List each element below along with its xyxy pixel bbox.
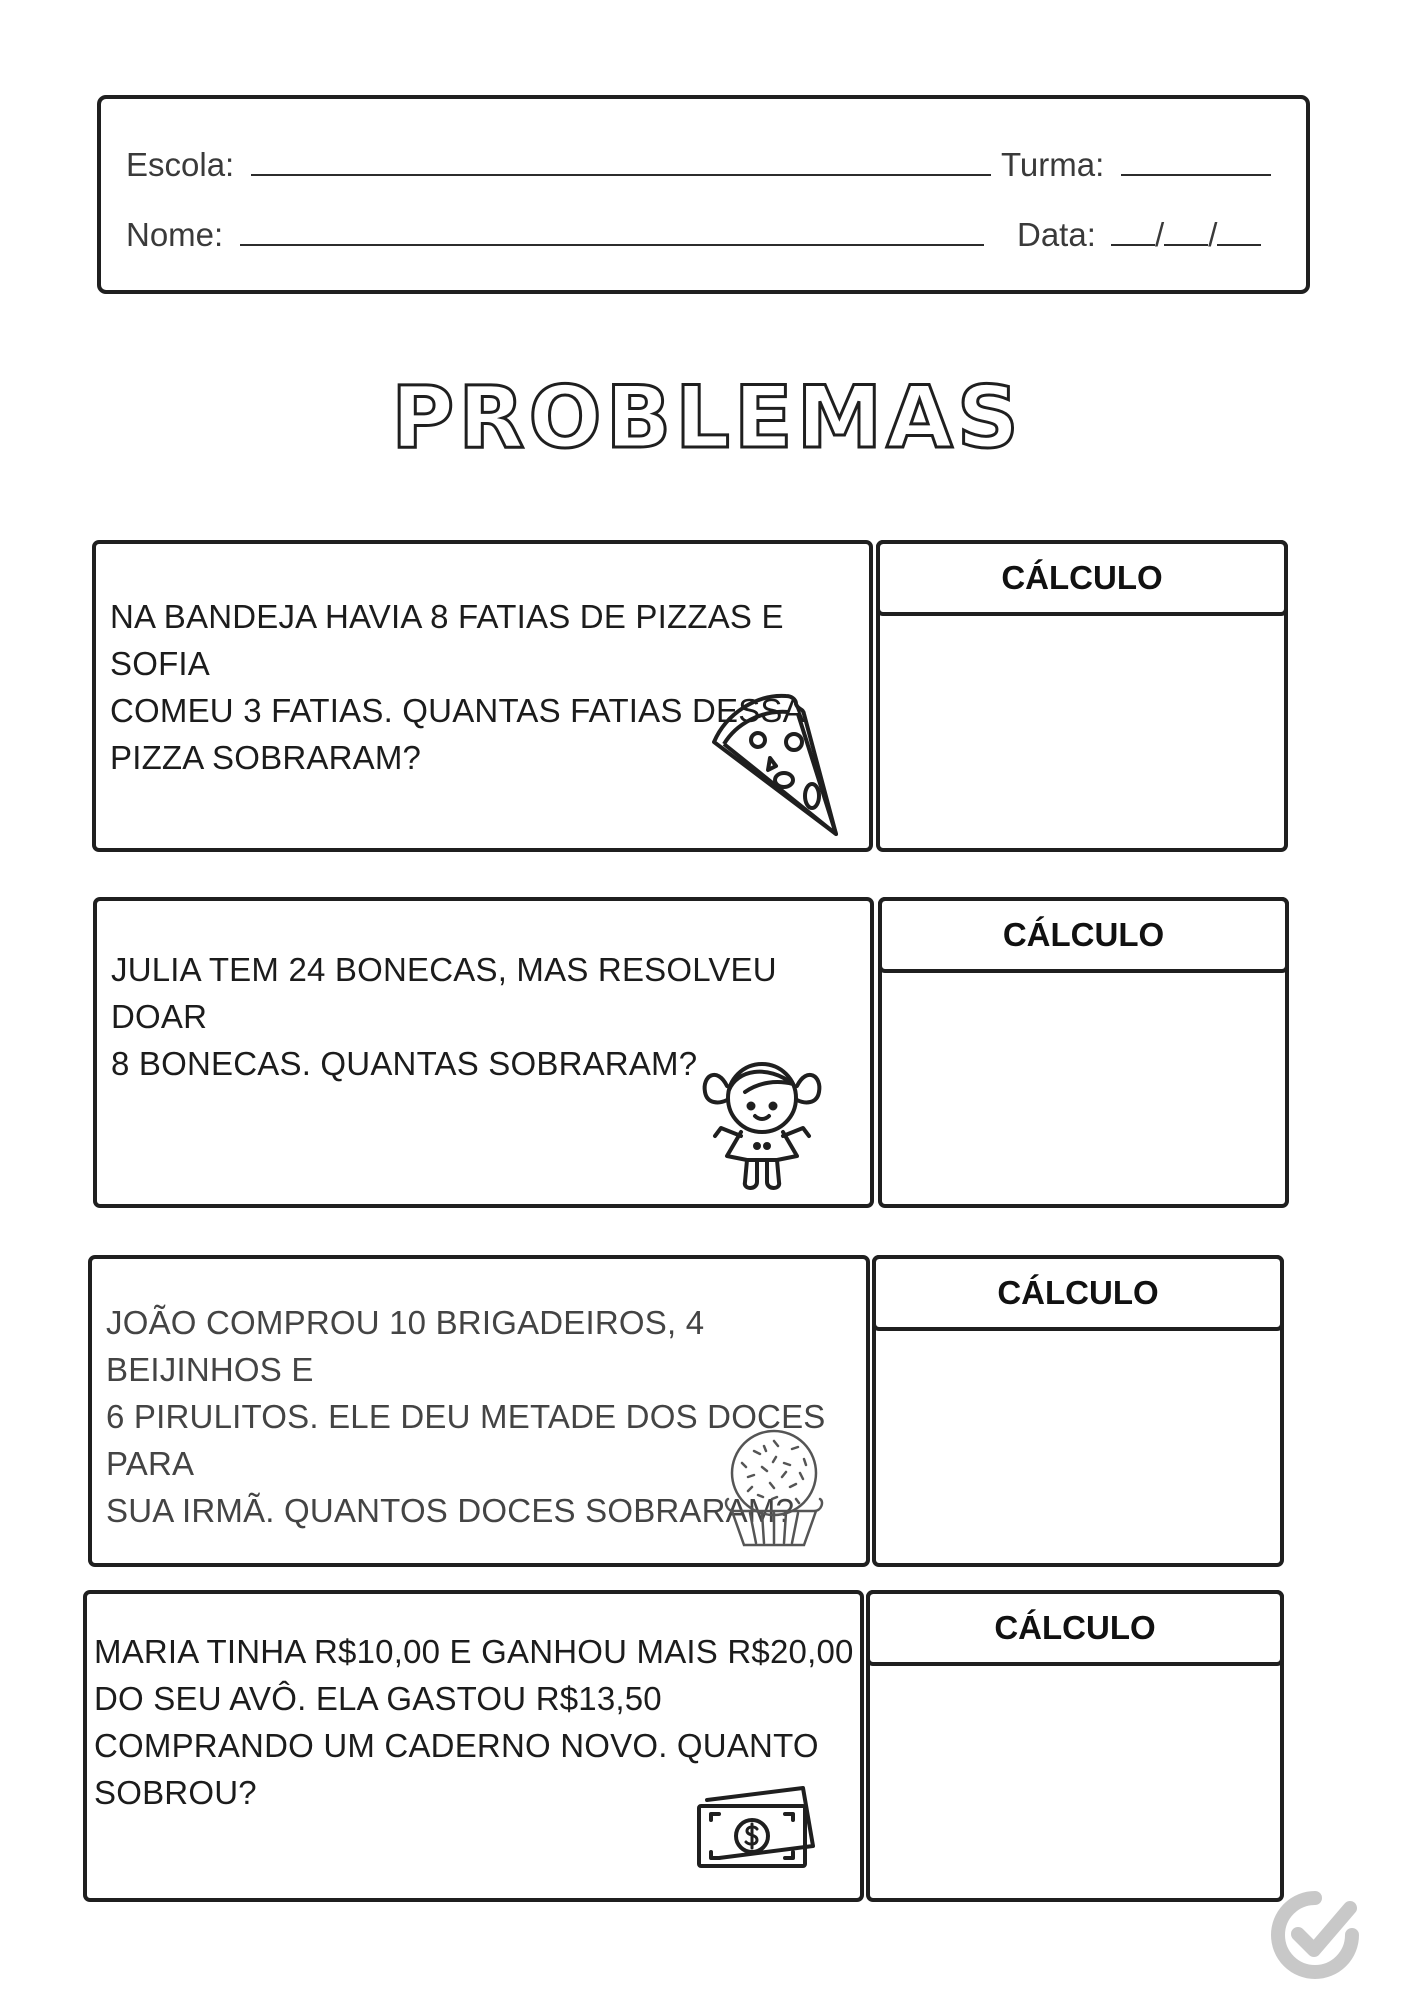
money-bill-icon <box>693 1784 823 1874</box>
problem-4-line-2: DO SEU AVÔ. ELA GASTOU R$13,50 <box>94 1680 662 1717</box>
calc-header-2: CÁLCULO <box>878 897 1289 973</box>
problem-4-line-4: SOBROU? <box>94 1774 257 1811</box>
calc-header-1: CÁLCULO <box>876 540 1288 616</box>
date-month-field[interactable] <box>1164 214 1208 246</box>
pizza-slice-icon <box>706 684 846 844</box>
calc-header-4: CÁLCULO <box>866 1590 1284 1666</box>
calc-header-3: CÁLCULO <box>872 1255 1284 1331</box>
checkmark-logo-icon <box>1270 1890 1360 1985</box>
class-label: Turma: <box>1001 146 1105 183</box>
problem-3-line-3: SUA IRMÃ. QUANTOS DOCES SOBRARAM? <box>106 1492 795 1529</box>
header-box <box>97 95 1310 294</box>
school-row <box>126 144 991 185</box>
name-field[interactable] <box>240 214 984 246</box>
name-row <box>126 214 984 255</box>
brigadeiro-icon <box>714 1421 834 1551</box>
problem-4-line-1: MARIA TINHA R$10,00 E GANHOU MAIS R$20,00 <box>94 1633 854 1670</box>
problem-box-4 <box>83 1590 864 1902</box>
calc-box-3[interactable] <box>872 1255 1284 1567</box>
problem-1-line-2: COMEU 3 FATIAS. QUANTAS FATIAS DESSA <box>110 692 805 729</box>
problem-2-line-1: JULIA TEM 24 BONECAS, MAS RESOLVEU DOAR <box>111 951 777 1035</box>
name-label: Nome: <box>126 216 224 253</box>
doll-icon <box>697 1056 827 1196</box>
problem-2-line-2: 8 BONECAS. QUANTAS SOBRARAM? <box>111 1045 698 1082</box>
calc-box-4[interactable] <box>866 1590 1284 1902</box>
page-title: PROBLEMAS <box>391 368 1023 468</box>
problem-1-line-3: PIZZA SOBRARAM? <box>110 739 422 776</box>
school-label: Escola: <box>126 146 235 183</box>
calc-box-2[interactable] <box>878 897 1289 1208</box>
problem-box-1 <box>92 540 873 852</box>
problem-box-3 <box>88 1255 870 1567</box>
class-field[interactable] <box>1121 144 1271 176</box>
problem-4-line-3: COMPRANDO UM CADERNO NOVO. QUANTO <box>94 1727 819 1764</box>
date-day-field[interactable] <box>1111 214 1155 246</box>
problem-3-line-1: JOÃO COMPROU 10 BRIGADEIROS, 4 BEIJINHOS E <box>106 1304 705 1388</box>
school-field[interactable] <box>251 144 991 176</box>
problem-box-2 <box>93 897 874 1208</box>
class-row <box>1001 144 1271 185</box>
calc-box-1[interactable] <box>876 540 1288 852</box>
date-label: Data: <box>1017 216 1096 253</box>
problem-3-line-2: 6 PIRULITOS. ELE DEU METADE DOS DOCES PARA <box>106 1398 826 1482</box>
problem-1-line-1: NA BANDEJA HAVIA 8 FATIAS DE PIZZAS E SOFIA <box>110 598 784 682</box>
date-row: Data: / / <box>1017 214 1261 255</box>
date-year-field[interactable] <box>1217 214 1261 246</box>
